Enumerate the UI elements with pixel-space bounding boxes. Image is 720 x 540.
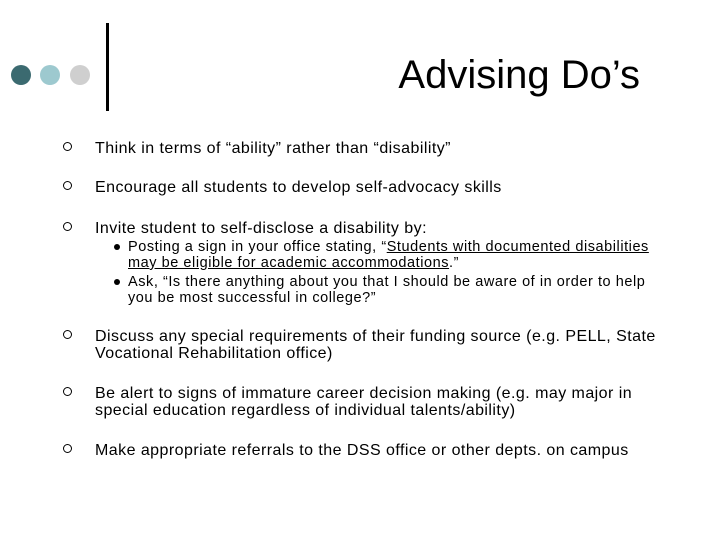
bullet-text: Discuss any special requirements of their funding source (e.g. PELL, State Vocational Rehabilitation office) — [95, 328, 656, 362]
bullet-text: Make appropriate referrals to the DSS office or other depts. on campus — [95, 442, 629, 459]
title-divider — [106, 23, 109, 111]
sub-bullet-text — [128, 239, 674, 271]
hollow-bullet-icon — [63, 142, 72, 151]
hollow-bullet-icon — [63, 444, 72, 453]
dot-light-teal — [40, 65, 60, 85]
hollow-bullet-icon — [63, 181, 72, 190]
hollow-bullet-icon — [63, 330, 72, 339]
sub-bullet-text-start: Posting a sign in your office stating, “ — [128, 239, 387, 255]
bullet-text: Think in terms of “ability” rather than “disability” — [95, 140, 451, 157]
hollow-bullet-icon — [63, 387, 72, 396]
dot-gray — [70, 65, 90, 85]
hollow-bullet-icon — [63, 222, 72, 231]
filled-bullet-icon — [114, 279, 120, 285]
sub-bullet-text: Ask, “Is there anything about you that I should be aware of in order to help you be most successful in college?” — [128, 274, 646, 306]
dot-dark-teal — [11, 65, 31, 85]
bullet-text: Invite student to self-disclose a disability by: — [95, 220, 427, 237]
bullet-text: Be alert to signs of immature career decision making (e.g. may major in special education regardless of individual talents/ability) — [95, 385, 633, 419]
filled-bullet-icon — [114, 244, 120, 250]
bullet-text: Encourage all students to develop self-advocacy skills — [95, 179, 502, 196]
slide-title: Advising Do’s — [398, 53, 640, 97]
underlined-quote: Students with documented disabilities may be eligible for academic accommodations — [128, 239, 649, 271]
sub-bullet-text-end: .” — [449, 255, 460, 271]
